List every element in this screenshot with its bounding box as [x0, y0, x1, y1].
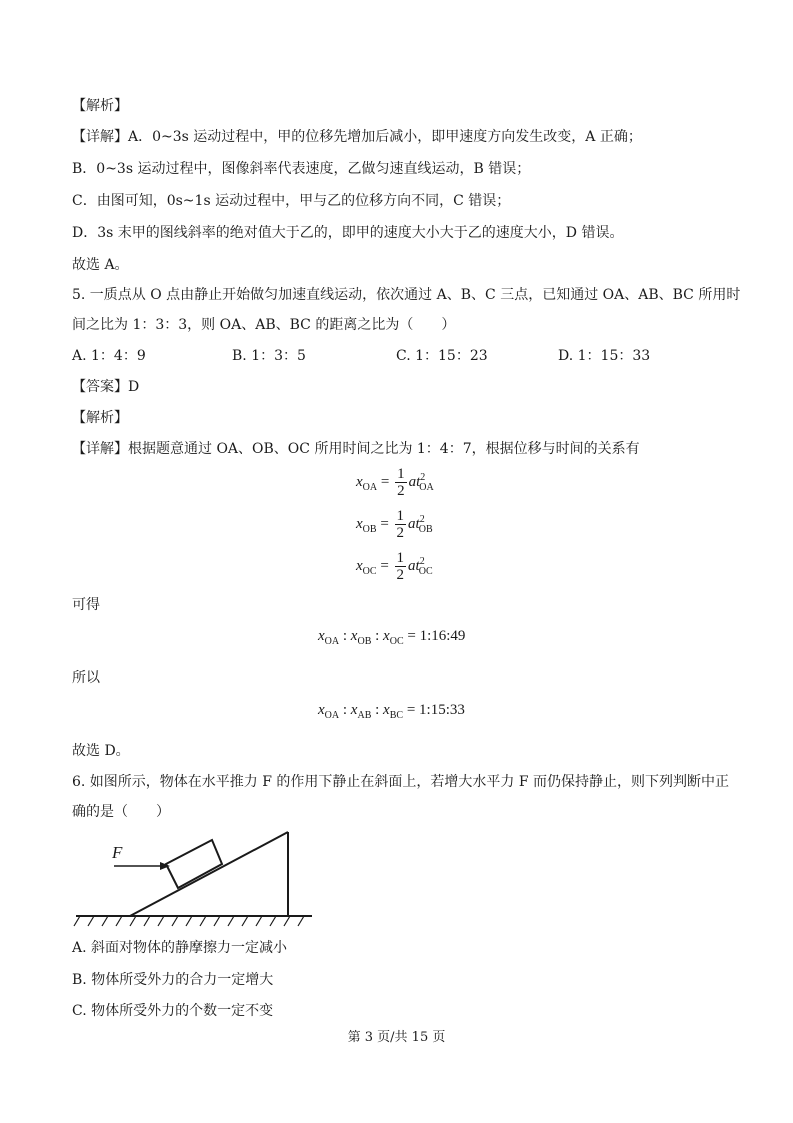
detail-q5: 【详解】根据题意通过 OA、OB、OC 所用时间之比为 1：4：7，根据位移与时间的关系有: [72, 441, 640, 457]
kede-text: 可得: [72, 597, 100, 613]
answer-line: 【答案】D: [72, 379, 140, 395]
question-6-line1: 6. 如图所示，物体在水平推力 F 的作用下静止在斜面上，若增大水平力 F 而仍保持静止，则下列判断中正: [72, 774, 730, 790]
question-6-line2: 确的是（ ）: [72, 804, 170, 820]
analysis-heading-2: 【解析】: [72, 410, 128, 426]
suoyi-text: 所以: [72, 670, 100, 686]
detail-b: B．0~3s 运动过程中，图像斜率代表速度，乙做匀速直线运动，B 错误；: [72, 161, 531, 177]
ground-hatching: [74, 916, 304, 926]
conclusion-d: 故选 D。: [72, 743, 130, 759]
force-label: F: [112, 843, 123, 862]
q5-option-d: D. 1：15：33: [558, 348, 651, 364]
page-footer: 第 3 页/共 15 页: [347, 1030, 446, 1045]
equation-ratio-2: $x_{OA}$ : $x_{AB}$ : $x_{BC}$ = 1:15:33: [318, 702, 465, 721]
incline-figure: [72, 826, 322, 932]
block: [166, 840, 222, 888]
equation-xob: $x_{OB}$ = $\frac{1}{2}$ $at^2_{OB}$: [356, 508, 433, 541]
detail-d: D．3s 末甲的图线斜率的绝对值大于乙的，即甲的速度大小大于乙的速度大小，D 错误。: [72, 225, 624, 241]
detail-a: 【详解】A．0~3s 运动过程中，甲的位移先增加后减小，即甲速度方向发生改变，A 正确；: [72, 129, 642, 145]
q6-option-b: B. 物体所受外力的合力一定增大: [72, 972, 274, 988]
q6-option-c: C. 物体所受外力的个数一定不变: [72, 1003, 274, 1019]
equation-ratio-1: $x_{OA}$ : $x_{OB}$ : $x_{OC}$ = 1:16:49: [318, 628, 466, 647]
question-5-line1: 5. 一质点从 O 点由静止开始做匀加速直线运动，依次通过 A、B、C 三点，已知通过 OA、AB、BC 所用时: [72, 287, 741, 303]
equation-xoa: $x_{OA}$ = $\frac{1}{2}$ $at^2_{OA}$: [356, 466, 434, 499]
analysis-heading: 【解析】: [72, 98, 128, 114]
q5-option-b: B. 1：3：5: [232, 348, 306, 364]
conclusion-a: 故选 A。: [72, 257, 129, 273]
detail-c: C．由图可知，0s~1s 运动过程中，甲与乙的位移方向不同，C 错误；: [72, 193, 511, 209]
q6-option-a: A. 斜面对物体的静摩擦力一定减小: [72, 940, 288, 956]
equation-xoc: $x_{OC}$ = $\frac{1}{2}$ $at^2_{OC}$: [356, 550, 433, 583]
question-5-line2: 间之比为 1：3：3，则 OA、AB、BC 的距离之比为（ ）: [72, 317, 456, 333]
q5-option-a: A. 1：4：9: [72, 348, 146, 364]
q5-option-c: C. 1：15：23: [396, 348, 488, 364]
